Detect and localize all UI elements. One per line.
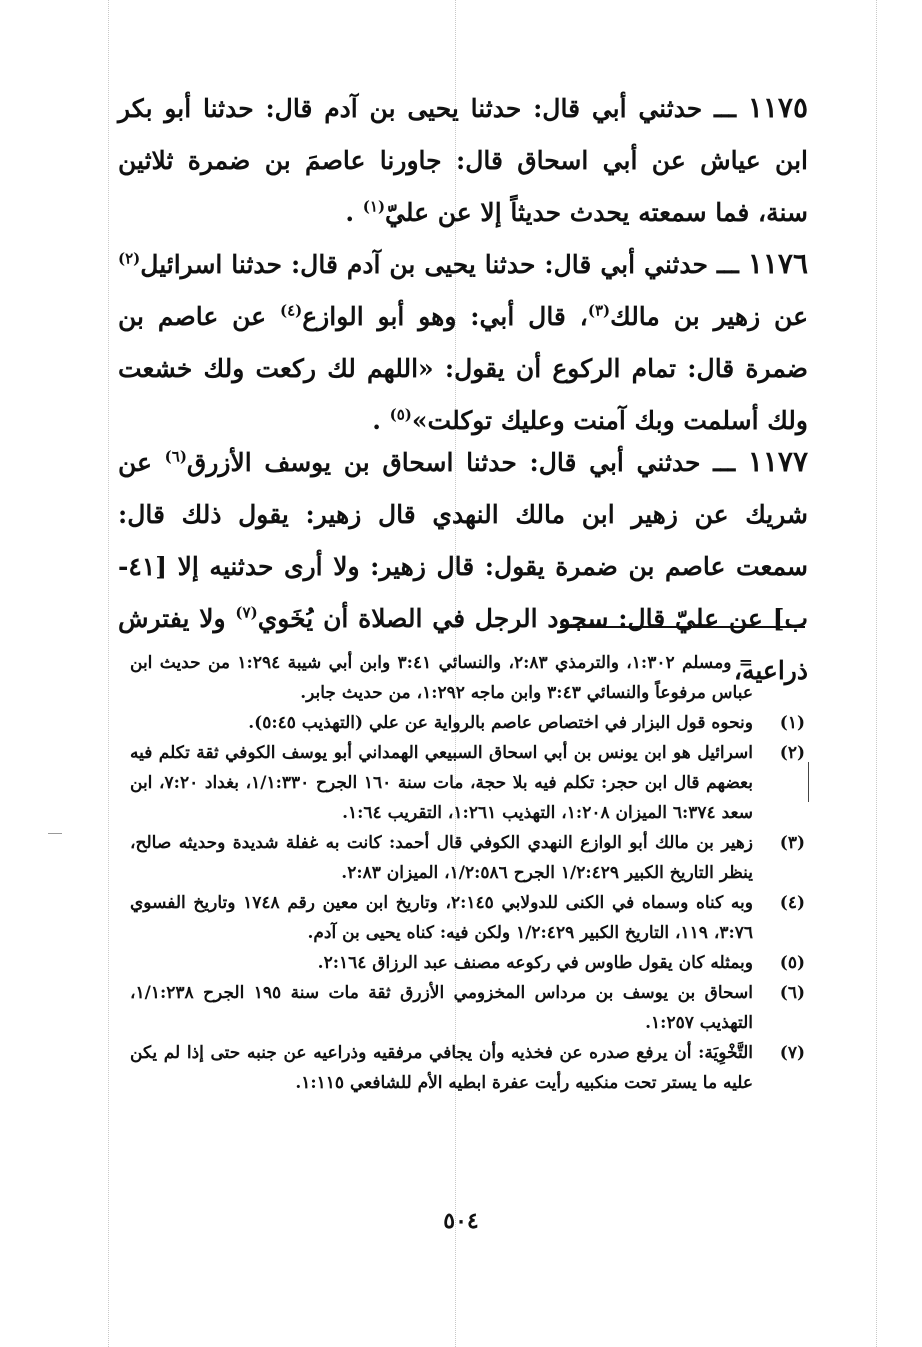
footnote-ref: (٢) <box>118 249 141 268</box>
footnote-mark: (٢) <box>779 743 805 763</box>
footnote-ref: (٦) <box>164 447 187 466</box>
footnote-text: اسرائيل هو ابن يونس بن أبي اسحاق السبيعي الهمداني أبو يوسف الكوفي ثقة تكلم فيه بعضهم قال ابن حجر: تكلم فيه بلا حجة، مات سنة ١٦٠ الجرح ١/١:٣٣٠، بغداد ٧:٢٠، ابن سعد ٦:٣٧٤ الميزان ١:٢٠٨، التهذيب ١:٢٦١، التقريب ١:٦٤. <box>130 743 753 823</box>
footnote-text: وبه كناه وسماه في الكنى للدولابي ٢:١٤٥، وتاريخ ابن معين رقم ١٧٤٨ وتاريخ الفسوي ٣:٧٦، ١١٩، التاريخ الكبير ١/٢:٤٢٩ ولكن فيه: كناه يحيى بن آدم. <box>130 893 753 943</box>
page-number: ٥٠٤ <box>443 1208 479 1234</box>
footnote-separator <box>560 626 805 628</box>
footnote-text: وبمثله كان يقول طاوس في ركوعه مصنف عبد الرزاق ٢:١٦٤. <box>317 953 753 973</box>
footnote-ref: (٧) <box>235 603 258 622</box>
footnote-item <box>130 948 805 978</box>
footnote-text: التَّخْوِيَة: أن يرفع صدره عن فخذيه وأن يجافي مرفقيه وذراعيه عن جنبه حتى إذا لم يكن عليه ما يستر تحت منكبيه رأيت عفرة ابطيه الأم للشافعي ١:١١٥. <box>130 1043 753 1093</box>
period: . <box>345 198 355 227</box>
hadith-1175 <box>118 82 808 239</box>
footnote-item <box>130 888 805 948</box>
footnote-mark: (٤) <box>779 893 805 913</box>
footnote-text: ونحوه قول البزار في اختصاص عاصم بالرواية عن علي (التهذيب ٥:٤٥). <box>248 713 753 733</box>
footnote-ref: (٣) <box>587 301 611 320</box>
margin-dots <box>876 0 877 1347</box>
hadith-text: حدثني أبي قال: حدثنا اسحاق بن يوسف الأزرق <box>186 448 701 477</box>
hadith-number: ١١٧٥ <box>747 91 808 124</box>
footnote-text: اسحاق بن يوسف بن مرداس المخزومي الأزرق ثقة مات سنة ١٩٥ الجرح ١/١:٢٣٨، التهذيب ١:٢٥٧. <box>130 983 753 1033</box>
hadith-text: ، قال أبي: وهو أبو الوازع <box>302 302 588 331</box>
footnote-item <box>130 1038 805 1098</box>
footnote-ref: (١) <box>362 197 386 216</box>
margin-dots <box>108 0 109 1347</box>
hadith-number: ١١٧٦ <box>747 247 808 280</box>
footnote-ref: (٥) <box>389 405 412 424</box>
footnote-mark: (١) <box>779 713 805 733</box>
hadith-text: حدثني أبي قال: حدثنا يحيى بن آدم قال: حدثنا أبو بكر ابن عياش عن أبي اسحاق قال: جاورنا عاصمَ بن ضمرة ثلاثين سنة، فما سمعته يحدث حديثاً إلا عن عليّ <box>118 94 808 227</box>
hadith-number: ١١٧٧ <box>747 445 808 478</box>
footnote-item <box>130 978 805 1038</box>
hadith-text: عن شريك عن زهير ابن مالك النهدي قال زهير: يقول ذلك قال: سمعت عاصم بن ضمرة يقول: قال زهير: ولا أرى حدثنيه إلا [٤١-ب] عن عليّ قال: سجود الرجل في الصلاة أن يُخَوي <box>118 448 808 633</box>
footnote-mark: (٧) <box>779 1043 805 1063</box>
footnote-mark: (٥) <box>779 953 805 973</box>
footnote-mark: (٦) <box>779 983 805 1003</box>
footnote-mark <box>753 648 805 708</box>
footnotes <box>130 648 805 1098</box>
footnote-mark: (٣) <box>779 833 805 853</box>
hadith-text: حدثني أبي قال: حدثنا يحيى بن آدم قال: حدثنا اسرائيل <box>140 250 708 279</box>
hadith-text: عن عاصم بن ضمرة قال: تمام الركوع أن يقول: «اللهم لك ركعت ولك خشعت ولك أسلمت وبك آمنت وعليك توكلت» <box>118 302 808 435</box>
footnote-item <box>130 708 805 738</box>
period: . <box>372 406 381 435</box>
hadith-1176 <box>118 238 808 447</box>
footnote-text: زهير بن مالك أبو الوازع النهدي الكوفي قال أحمد: كانت به غفلة شديدة وحديثه صالح، ينظر التاريخ الكبير ١/٢:٤٢٩ الجرح ١/٢:٥٨٦، الميزان ٢:٨٣. <box>130 833 753 883</box>
footnote-item <box>130 828 805 888</box>
footnote-ref: (٤) <box>279 301 303 320</box>
dash: ـــ <box>707 250 739 279</box>
dash: ـــ <box>700 448 736 477</box>
margin-mark <box>48 833 62 834</box>
margin-mark <box>808 762 809 802</box>
hadith-text: ولا يفترش ذراعيه، <box>118 604 808 685</box>
footnote-item <box>130 738 805 828</box>
dash: ـــ <box>702 94 737 123</box>
hadith-text: عن زهير بن مالك <box>610 302 808 331</box>
footnote-text: = ومسلم ١:٣٠٢، والترمذي ٢:٨٣، والنسائي ٣:٤١ وابن أبي شيبة ١:٢٩٤ من حديث ابن عباس مرفوعاً والنسائي ٣:٤٣ وابن ماجه ١:٢٩٢، من حديث جابر. <box>130 653 754 703</box>
footnote-item <box>130 648 805 708</box>
